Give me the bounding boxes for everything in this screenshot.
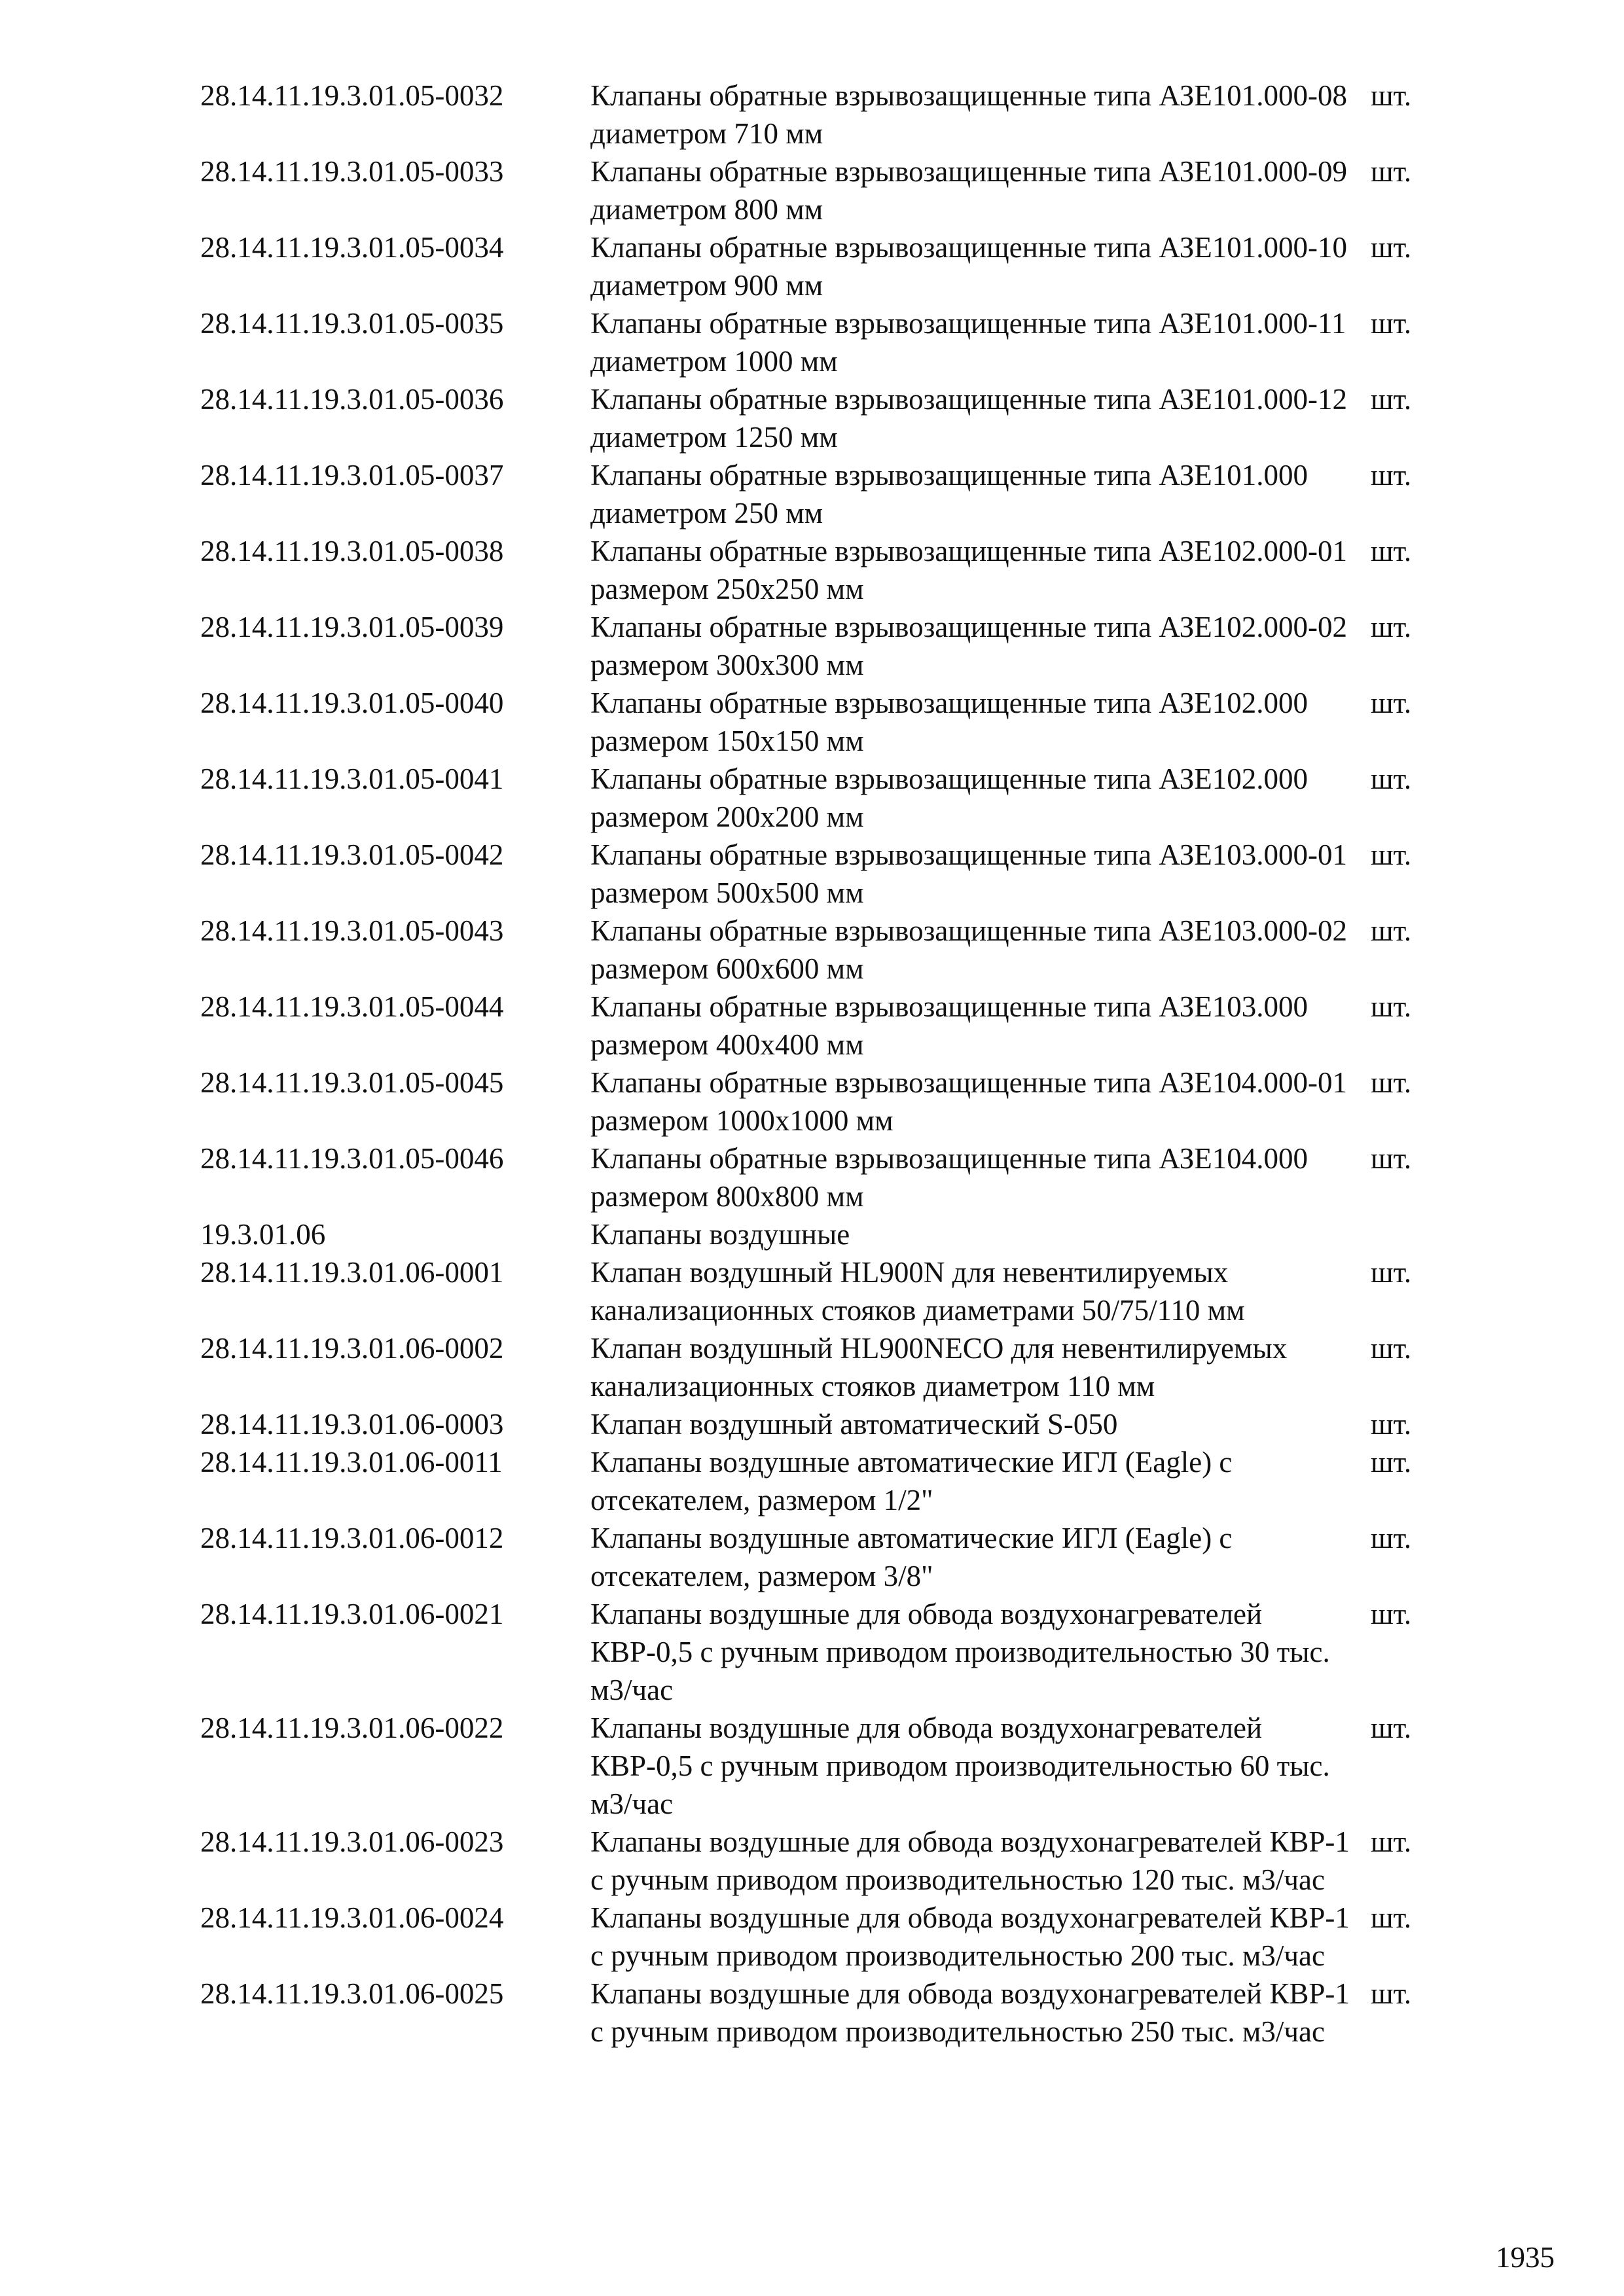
- list-item: [200, 1064, 1444, 1139]
- item-code: 28.14.11.19.3.01.06-0012: [200, 1522, 504, 1554]
- item-code: 28.14.11.19.3.01.06-0023: [200, 1825, 504, 1858]
- list-item: [200, 1253, 1444, 1329]
- item-name: Клапаны воздушные: [590, 1218, 850, 1251]
- item-name: Клапаны воздушные для обвода воздухонагревателей КВР-1 с ручным приводом производительностью 200 тыс. м3/час: [590, 1901, 1350, 1972]
- item-unit: шт.: [1371, 535, 1412, 567]
- item-unit: шт.: [1371, 459, 1412, 492]
- item-unit: шт.: [1371, 307, 1412, 340]
- item-unit: шт.: [1371, 231, 1412, 264]
- item-name: Клапаны обратные взрывозащищенные типа АЗЕ104.000-01 размером 1000x1000 мм: [590, 1066, 1348, 1137]
- item-unit: шт.: [1371, 838, 1412, 871]
- list-item: [200, 1405, 1444, 1443]
- list-item: [200, 1823, 1444, 1899]
- item-name: Клапаны обратные взрывозащищенные типа АЗЕ101.000-12 диаметром 1250 мм: [590, 383, 1348, 454]
- list-item: [200, 608, 1444, 684]
- item-code: 28.14.11.19.3.01.06-0025: [200, 1977, 504, 2010]
- item-code: 28.14.11.19.3.01.05-0044: [200, 990, 504, 1023]
- item-unit: шт.: [1371, 611, 1412, 643]
- item-name: Клапаны обратные взрывозащищенные типа АЗЕ103.000-01 размером 500x500 мм: [590, 838, 1348, 909]
- list-item: [200, 228, 1444, 304]
- item-unit: шт.: [1371, 1332, 1412, 1365]
- item-unit: шт.: [1371, 914, 1412, 947]
- item-code: 28.14.11.19.3.01.05-0046: [200, 1142, 504, 1175]
- list-item: [200, 912, 1444, 988]
- item-unit: шт.: [1371, 1142, 1412, 1175]
- item-unit: шт.: [1371, 1446, 1412, 1479]
- item-name: Клапаны воздушные для обвода воздухонагревателей КВР-1 с ручным приводом производительностью 250 тыс. м3/час: [590, 1977, 1350, 2048]
- item-name: Клапан воздушный HL900NECO для невентилируемых канализационных стояков диаметром 110 мм: [590, 1332, 1288, 1403]
- item-unit: [1371, 1215, 1444, 1253]
- list-item: [200, 304, 1444, 380]
- item-name: Клапаны обратные взрывозащищенные типа АЗЕ101.000-08 диаметром 710 мм: [590, 79, 1348, 150]
- list-item: [200, 1215, 1444, 1253]
- item-name: Клапан воздушный HL900N для невентилируемых канализационных стояков диаметрами 50/75/110 мм: [590, 1256, 1245, 1327]
- item-unit: шт.: [1371, 1901, 1412, 1934]
- item-name: Клапаны обратные взрывозащищенные типа АЗЕ101.000-11 диаметром 1000 мм: [590, 307, 1346, 378]
- item-code: 28.14.11.19.3.01.05-0045: [200, 1066, 504, 1099]
- item-unit: шт.: [1371, 990, 1412, 1023]
- list-item: [200, 988, 1444, 1064]
- list-item: [200, 1519, 1444, 1595]
- item-unit: шт.: [1371, 79, 1412, 112]
- item-code: 28.14.11.19.3.01.05-0032: [200, 79, 504, 112]
- item-unit: шт.: [1371, 1598, 1412, 1630]
- item-code: 28.14.11.19.3.01.05-0042: [200, 838, 504, 871]
- item-unit: шт.: [1371, 1977, 1412, 2010]
- list-item: [200, 1595, 1444, 1709]
- item-unit: шт.: [1371, 762, 1412, 795]
- item-name: Клапаны обратные взрывозащищенные типа АЗЕ102.000 размером 200x200 мм: [590, 762, 1308, 833]
- item-code: 28.14.11.19.3.01.05-0036: [200, 383, 504, 416]
- item-code: 28.14.11.19.3.01.06-0022: [200, 1712, 504, 1744]
- list-item: [200, 380, 1444, 456]
- item-code: 28.14.11.19.3.01.05-0034: [200, 231, 504, 264]
- item-code: 28.14.11.19.3.01.05-0033: [200, 155, 504, 188]
- item-unit: шт.: [1371, 1256, 1412, 1289]
- item-name: Клапаны воздушные для обвода воздухонагревателей КВР-0,5 с ручным приводом производительностью 60 тыс. м3/час: [590, 1712, 1330, 1820]
- item-name: Клапаны обратные взрывозащищенные типа АЗЕ101.000 диаметром 250 мм: [590, 459, 1308, 529]
- item-code: 28.14.11.19.3.01.05-0043: [200, 914, 504, 947]
- item-name: Клапаны воздушные для обвода воздухонагревателей КВР-1 с ручным приводом производительностью 120 тыс. м3/час: [590, 1825, 1350, 1896]
- item-name: Клапаны воздушные для обвода воздухонагревателей КВР-0,5 с ручным приводом производительностью 30 тыс. м3/час: [590, 1598, 1330, 1706]
- list-item: [200, 1975, 1444, 2051]
- item-name: Клапаны воздушные автоматические ИГЛ (Eagle) с отсекателем, размером 3/8": [590, 1522, 1233, 1592]
- item-code: 19.3.01.06: [200, 1218, 326, 1251]
- item-unit: шт.: [1371, 687, 1412, 719]
- item-name: Клапаны воздушные автоматические ИГЛ (Eagle) с отсекателем, размером 1/2": [590, 1446, 1233, 1516]
- list-item: [200, 1709, 1444, 1823]
- item-code: 28.14.11.19.3.01.06-0002: [200, 1332, 504, 1365]
- item-code: 28.14.11.19.3.01.06-0021: [200, 1598, 504, 1630]
- list-item: [200, 1139, 1444, 1215]
- item-unit: шт.: [1371, 1712, 1412, 1744]
- list-item: [200, 532, 1444, 608]
- item-name: Клапаны обратные взрывозащищенные типа АЗЕ102.000 размером 150x150 мм: [590, 687, 1308, 757]
- item-code: 28.14.11.19.3.01.05-0037: [200, 459, 504, 492]
- item-code: 28.14.11.19.3.01.05-0041: [200, 762, 504, 795]
- item-unit: шт.: [1371, 1522, 1412, 1554]
- item-code: 28.14.11.19.3.01.06-0001: [200, 1256, 504, 1289]
- item-name: Клапаны обратные взрывозащищенные типа АЗЕ101.000-10 диаметром 900 мм: [590, 231, 1348, 302]
- item-unit: шт.: [1371, 1066, 1412, 1099]
- item-code: 28.14.11.19.3.01.05-0035: [200, 307, 504, 340]
- item-name: Клапаны обратные взрывозащищенные типа АЗЕ103.000-02 размером 600x600 мм: [590, 914, 1348, 985]
- list-item: [200, 684, 1444, 760]
- item-name: Клапаны обратные взрывозащищенные типа АЗЕ102.000-01 размером 250x250 мм: [590, 535, 1348, 605]
- item-unit: шт.: [1371, 383, 1412, 416]
- list-item: [200, 836, 1444, 912]
- item-name: Клапан воздушный автоматический S-050: [590, 1408, 1118, 1441]
- list-item: [200, 760, 1444, 836]
- item-name: Клапаны обратные взрывозащищенные типа АЗЕ103.000 размером 400x400 мм: [590, 990, 1308, 1061]
- list-item: [200, 456, 1444, 532]
- item-name: Клапаны обратные взрывозащищенные типа АЗЕ104.000 размером 800x800 мм: [590, 1142, 1308, 1213]
- item-name: Клапаны обратные взрывозащищенные типа АЗЕ102.000-02 размером 300x300 мм: [590, 611, 1348, 681]
- item-code: 28.14.11.19.3.01.05-0038: [200, 535, 504, 567]
- resource-list: [200, 77, 1444, 2051]
- list-item: [200, 77, 1444, 152]
- item-unit: шт.: [1371, 155, 1412, 188]
- item-code: 28.14.11.19.3.01.05-0039: [200, 611, 504, 643]
- item-code: 28.14.11.19.3.01.06-0024: [200, 1901, 504, 1934]
- page-number: 1935: [1496, 2241, 1555, 2274]
- item-unit: шт.: [1371, 1825, 1412, 1858]
- list-item: [200, 1329, 1444, 1405]
- item-code: 28.14.11.19.3.01.05-0040: [200, 687, 504, 719]
- item-name: Клапаны обратные взрывозащищенные типа АЗЕ101.000-09 диаметром 800 мм: [590, 155, 1348, 226]
- list-item: [200, 152, 1444, 228]
- item-unit: шт.: [1371, 1408, 1412, 1441]
- list-item: [200, 1899, 1444, 1975]
- item-code: 28.14.11.19.3.01.06-0011: [200, 1446, 503, 1479]
- item-code: 28.14.11.19.3.01.06-0003: [200, 1408, 504, 1441]
- list-item: [200, 1443, 1444, 1519]
